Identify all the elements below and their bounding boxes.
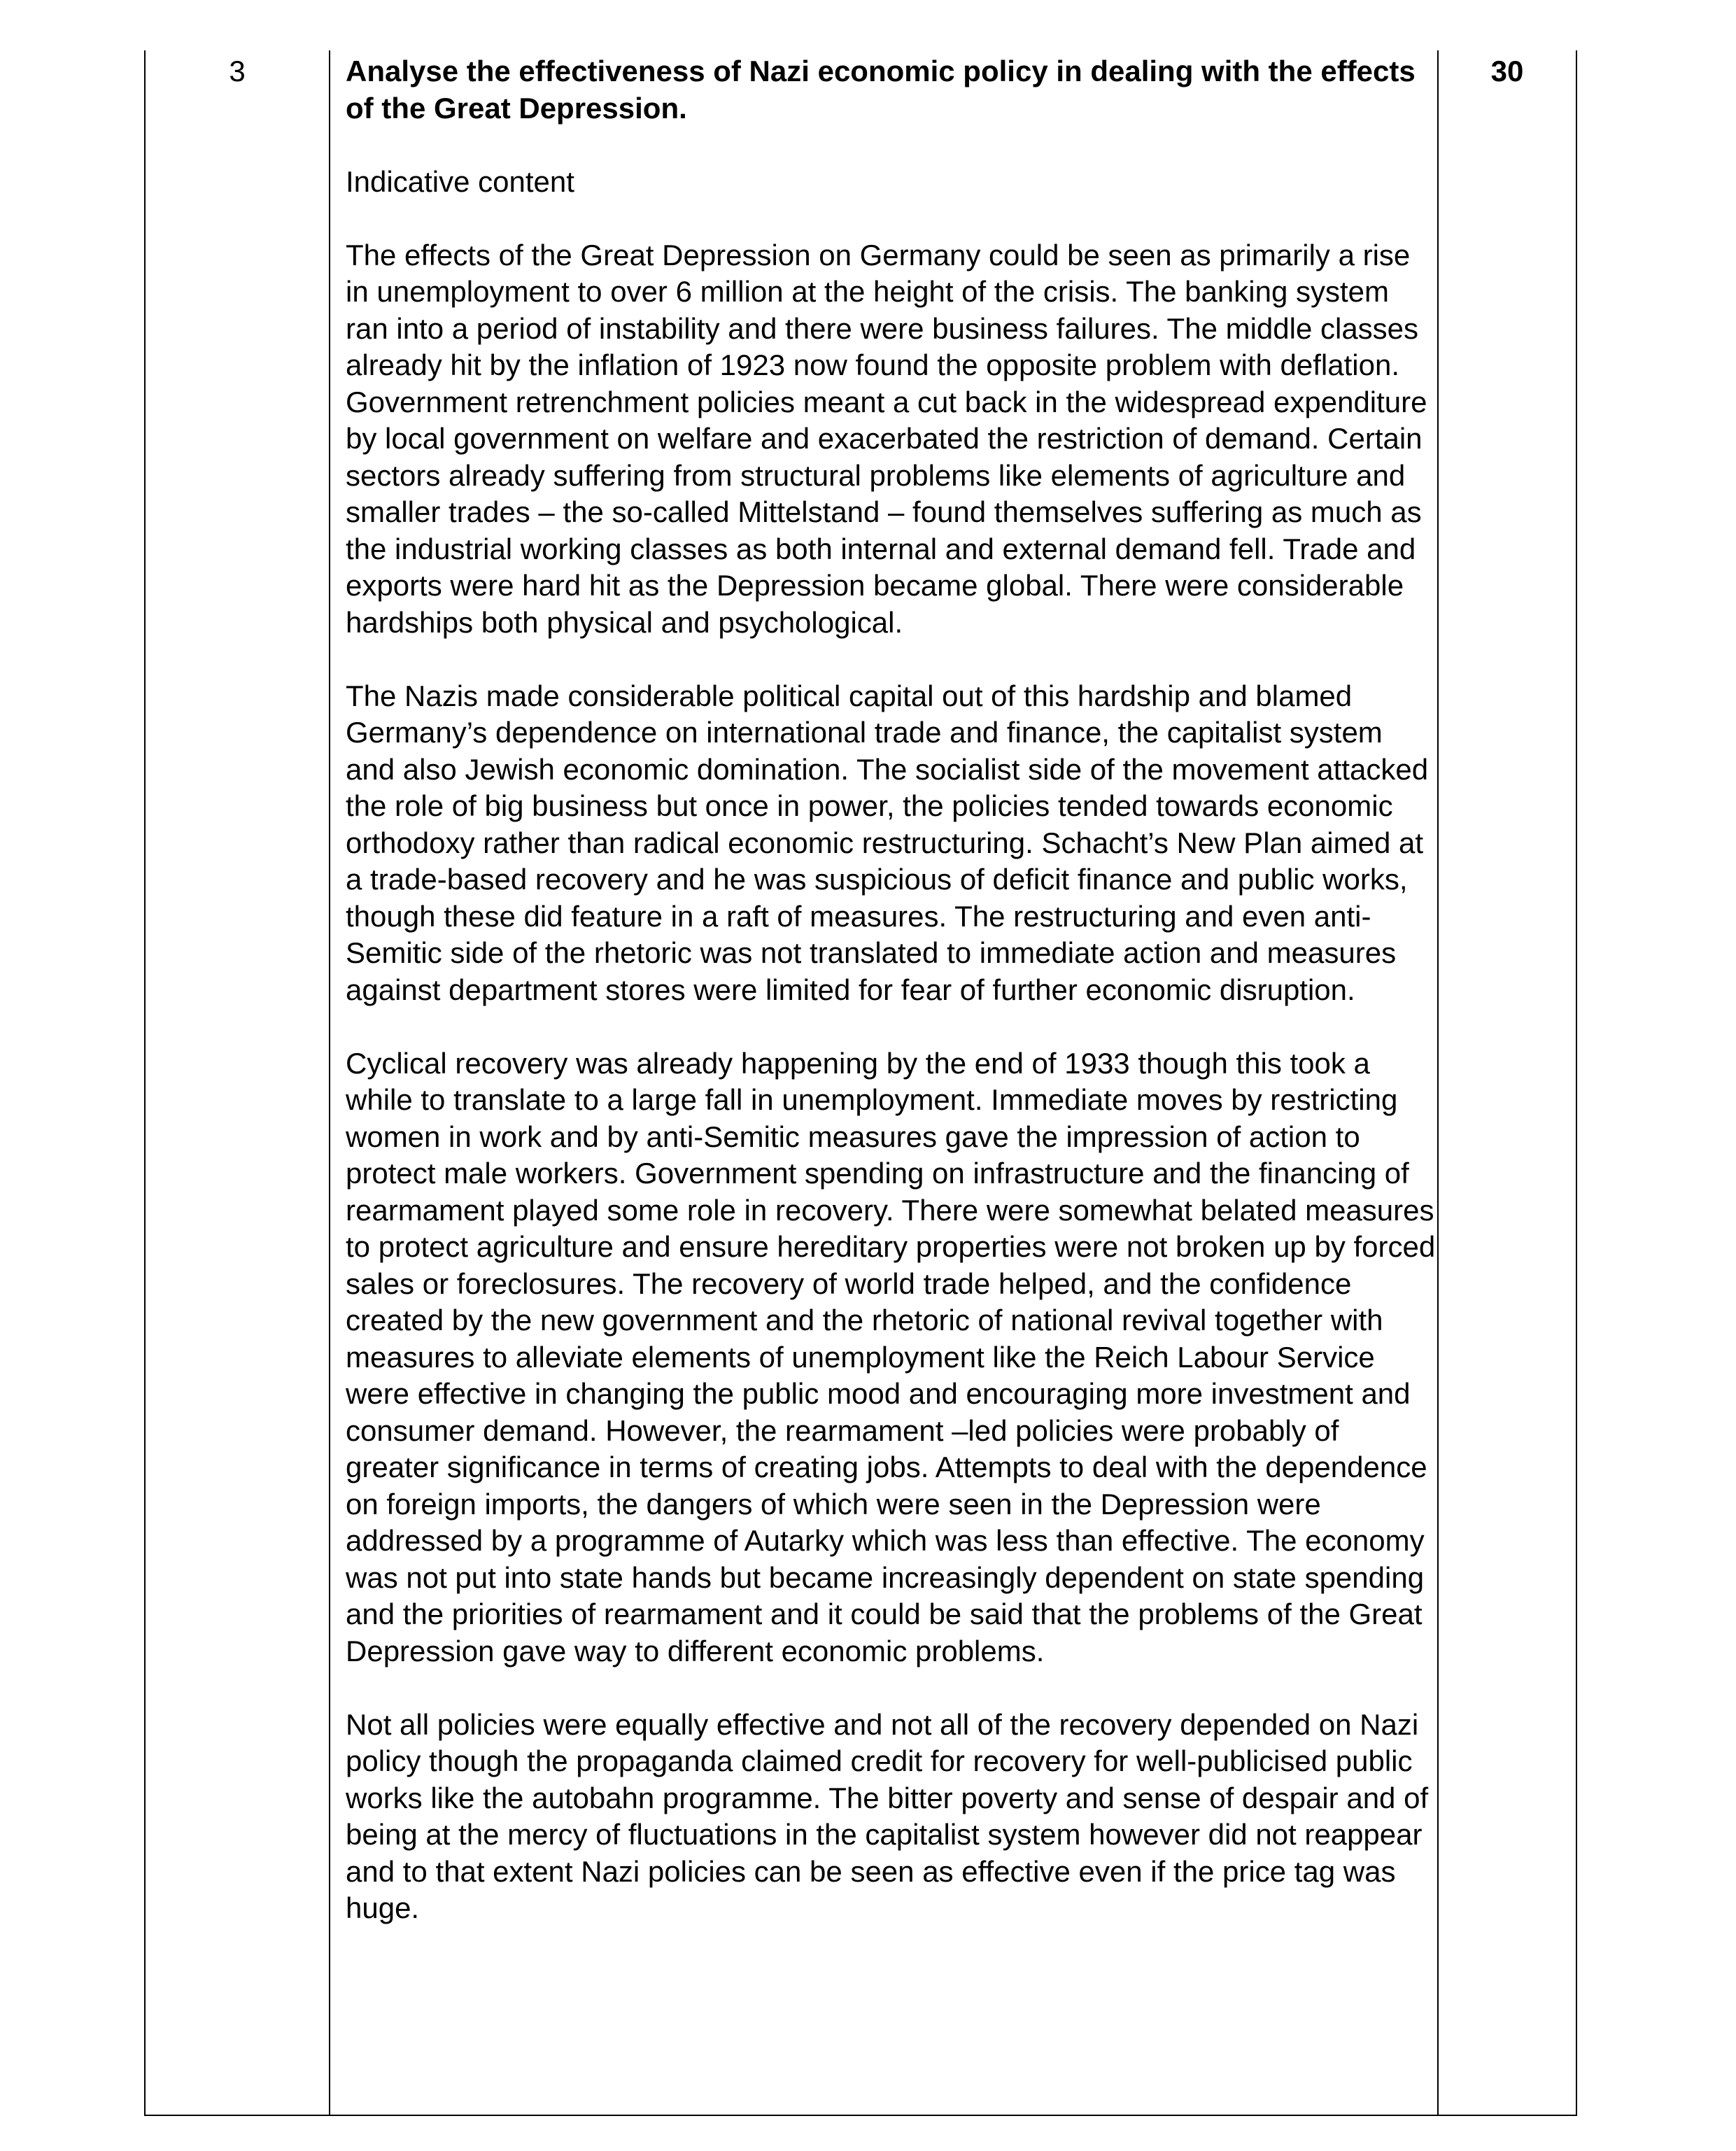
column-divider: [1437, 50, 1439, 2115]
content-heading: Indicative content: [346, 164, 574, 198]
question-content: [346, 53, 1437, 1927]
content-paragraph: Cyclical recovery was already happening by the end of 1933 though this took a while to translate to a large fall in unemployment. Immediate moves by restricting women in work and by anti-Semitic measures gave the impression of action to protect male workers. Government spending on infrastructure and the financing of rearmament played some role in recovery. There were somewhat belated measures to protect agriculture and ensure hereditary properties were not broken up by forced sales or foreclosures. The recovery of world trade helped, and the confidence created by the new government and the rhetoric of national revival together with measures to alleviate elements of unemployment like the Reich Labour Service were effective in changing the public mood and encouraging more investment and consumer demand. However, the rearmament –led policies were probably of greater significance in terms of creating jobs. Attempts to deal with the dependence on foreign imports, the dangers of which were seen in the Depression were addressed by a programme of Autarky which was less than effective. The economy was not put into state hands but became increasingly dependent on state spending and the priorities of rearmament and it could be said that the problems of the Great Depression gave way to different economic problems.: [346, 1046, 1436, 1667]
content-paragraph: The Nazis made considerable political capital out of this hardship and blamed Germany’s dependence on international trade and finance, the capitalist system and also Jewish economic domination. The socialist side of the movement attacked the role of big business but once in power, the policies tended towards economic orthodoxy rather than radical economic restructuring. Schacht’s New Plan aimed at a trade-based recovery and he was suspicious of deficit finance and public works, though these did feature in a raft of measures. The restructuring and even anti-Semitic side of the rhetoric was not translated to immediate action and measures against department stores were limited for fear of further economic disruption.: [346, 679, 1429, 1006]
content-paragraph: The effects of the Great Depression on Germany could be seen as primarily a rise in unemployment to over 6 million at the height of the crisis. The banking system ran into a period of instability and there were business failures. The middle classes already hit by the inflation of 1923 now found the opposite problem with deflation. Government retrenchment policies meant a cut back in the widespread expenditure by local government on welfare and exacerbated the restriction of demand. Certain sectors already suffering from structural problems like elements of agriculture and smaller trades – the so-called Mittelstand – found themselves suffering as much as the industrial working classes as both internal and external demand fell. Trade and exports were hard hit as the Depression became global. There were considerable hardships both physical and psychological.: [346, 238, 1427, 639]
question-prompt: Analyse the effectiveness of Nazi economic policy in dealing with the effects of the Great Depression.: [346, 55, 1416, 125]
question-number: 3: [229, 55, 246, 87]
column-divider: [329, 50, 330, 2115]
question-marks: 30: [1490, 55, 1524, 87]
content-paragraph: Not all policies were equally effective and not all of the recovery depended on Nazi policy though the propaganda claimed credit for recovery for well-publicised public works like the autobahn programme. The bitter poverty and sense of despair and of being at the mercy of fluctuations in the capitalist system however did not reappear and to that extent Nazi policies can be seen as effective even if the price tag was huge.: [346, 1707, 1429, 1924]
mark-scheme-table: [144, 50, 1577, 2116]
